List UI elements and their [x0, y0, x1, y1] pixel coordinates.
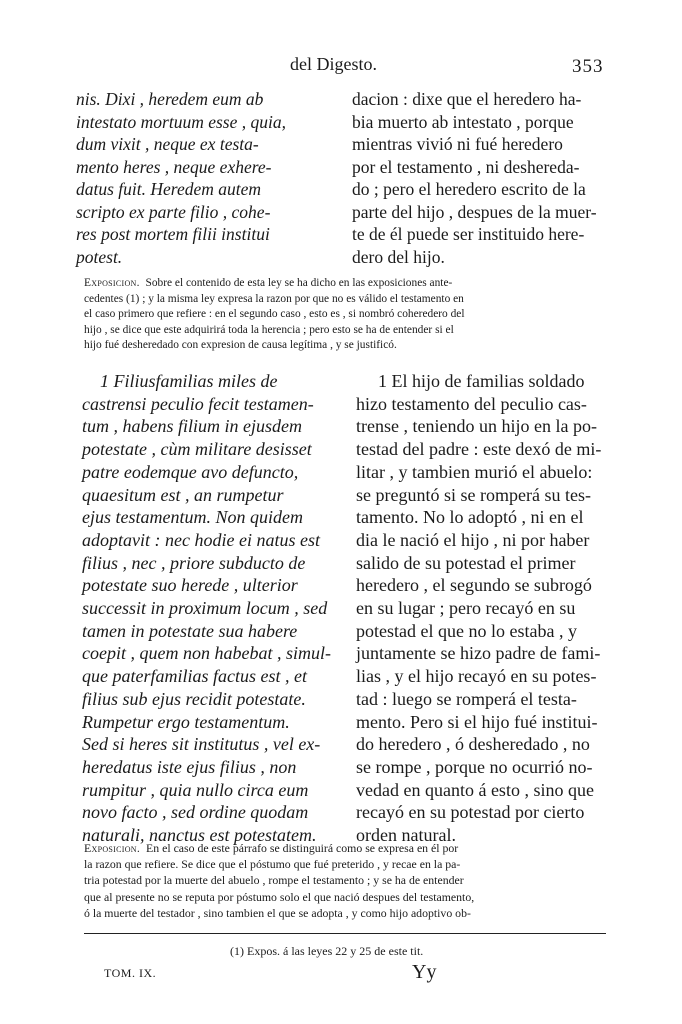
- spanish-line: bia muerto ab intestato , porque: [352, 111, 574, 132]
- tome-label: TOM. IX.: [104, 966, 157, 980]
- latin-line: filius , nec , priore subducto de: [82, 552, 306, 573]
- spanish-line: salido de su potestad el primer: [356, 552, 576, 573]
- latin-line: rumpitur , quia nullo circa eum: [82, 779, 309, 800]
- spanish-line: do ; pero el heredero escrito de la: [352, 179, 586, 199]
- latin-line: scripto ex parte filio , cohe-: [76, 201, 271, 222]
- latin-line: ejus testamentum. Non quidem: [82, 507, 303, 528]
- exposition-line: hijo fué desheredado con expresion de causa legítima , y se justificó.: [84, 339, 397, 352]
- exposition-line: que al presente no se reputa por póstumo solo el que nació despues del testamento,: [84, 889, 475, 904]
- spanish-line: por el testamento , ni deshereda-: [352, 156, 580, 177]
- latin-line: naturali, nanctus est potestatem.: [82, 825, 317, 846]
- latin-line: adoptavit : nec hodie ei natus est: [82, 529, 320, 550]
- latin-line: tamen in potestate sua habere: [82, 620, 298, 641]
- spanish-line: juntamente se hizo padre de fami-: [356, 643, 601, 664]
- spanish-line: te de él puede ser instituido here-: [352, 224, 585, 244]
- latin-line: potestate , cùm militare desisset: [82, 439, 312, 460]
- exposition-line: [84, 840, 624, 856]
- exposition-label: Exposicion.: [84, 277, 140, 289]
- latin-line: intestato mortuum esse , quia,: [76, 111, 286, 132]
- spanish-line: se preguntó si se romperá su tes-: [356, 484, 591, 505]
- latin-line: tum , habens filium in ejusdem: [82, 416, 302, 437]
- running-head: del Digesto.: [290, 54, 377, 74]
- latin-line: potestate suo herede , ulterior: [82, 575, 298, 596]
- spanish-line: en su lugar ; pero recayó en su: [356, 598, 576, 619]
- exposition-1: [84, 276, 624, 354]
- exposition-label: Exposicion.: [84, 841, 141, 855]
- latin-line: que paterfamilias factus est , et: [82, 666, 307, 687]
- latin-line: filius sub ejus recidit potestate.: [82, 688, 306, 709]
- footnote-rule: [84, 933, 606, 934]
- latin-line: quaesitum est , an rumpetur: [82, 484, 284, 505]
- spanish-line: vedad en quanto á esto , sino que: [356, 779, 594, 800]
- spanish-line: trense , teniendo un hijo en la po-: [356, 416, 597, 437]
- spanish-line: se rompe , porque no ocurrió no-: [356, 756, 593, 777]
- spanish-line: mento. Pero si el hijo fué institui-: [356, 711, 598, 732]
- exposition-line: tria potestad por la muerte del abuelo , rompe el testamento ; y se ha de entender: [84, 873, 464, 888]
- spanish-column-1: [352, 88, 618, 268]
- spanish-column-2: [356, 370, 618, 847]
- exposition-text: Sobre el contenido de esta ley se ha dicho en las exposiciones ante-: [145, 277, 453, 289]
- latin-line: potest.: [76, 246, 123, 267]
- exposition-line: el caso primero que refiere : en el segundo caso , esto es , si nombró coheredero del: [84, 308, 465, 321]
- signature-mark: Yy: [412, 961, 437, 983]
- latin-column-2: [82, 370, 340, 847]
- spanish-line: dia le nació el hijo , ni por haber: [356, 529, 590, 550]
- spanish-line: mientras vivió ni fué heredero: [352, 134, 563, 154]
- spanish-line: orden natural.: [356, 825, 456, 846]
- latin-line: Sed si heres sit institutus , vel ex-: [82, 734, 321, 755]
- spanish-line: testad del padre : este dexó de mi-: [356, 439, 602, 460]
- latin-line: nis. Dixi , heredem eum ab: [76, 89, 264, 109]
- latin-line: heredatus iste ejus filius , non: [82, 756, 297, 777]
- latin-line: coepit , quem non habebat , simul-: [82, 643, 331, 664]
- spanish-line: dero del hijo.: [352, 246, 445, 267]
- spanish-line: dacion : dixe que el heredero ha-: [352, 89, 582, 109]
- spanish-line: hizo testamento del peculio cas-: [356, 393, 587, 414]
- exposition-line: [84, 276, 624, 292]
- spanish-line: tad : luego se romperá el testa-: [356, 688, 577, 709]
- latin-line: successit in proximum locum , sed: [82, 598, 328, 619]
- latin-line: patre eodemque avo defuncto,: [82, 461, 299, 482]
- spanish-line: recayó en su potestad por cierto: [356, 802, 585, 823]
- spanish-line: litar , y tambien murió el abuelo:: [356, 461, 593, 482]
- latin-line: dum vixit , neque ex testa-: [76, 134, 259, 154]
- exposition-2: [84, 840, 624, 921]
- latin-line: Rumpetur ergo testamentum.: [82, 711, 290, 732]
- spanish-line: potestad el que no lo estaba , y: [356, 620, 577, 641]
- spanish-line: do heredero , ó desheredado , no: [356, 734, 590, 755]
- exposition-line: cedentes (1) ; y la misma ley expresa la razon por que no es válido el testamento en: [84, 292, 464, 305]
- latin-line: 1 Filiusfamilias miles de: [100, 371, 278, 391]
- latin-line: res post mortem filii institui: [76, 224, 270, 244]
- exposition-text: En el caso de este párrafo se distinguirá como se expresa en él por: [146, 841, 459, 855]
- spanish-line: lias , y el hijo recayó en su potes-: [356, 666, 597, 687]
- spanish-line: heredero , el segundo se subrogó: [356, 575, 592, 596]
- footnote: (1) Expos. á las leyes 22 y 25 de este tit.: [230, 944, 424, 958]
- latin-column-1: [76, 88, 338, 268]
- latin-line: castrensi peculio fecit testamen-: [82, 393, 314, 414]
- exposition-line: la razon que refiere. Se dice que el póstumo que fué preterido , y recae en la pa-: [84, 857, 461, 872]
- spanish-line: 1 El hijo de familias soldado: [378, 371, 585, 391]
- spanish-line: parte del hijo , despues de la muer-: [352, 201, 597, 222]
- spanish-line: tamento. No lo adoptó , ni en el: [356, 507, 584, 528]
- latin-line: datus fuit. Heredem autem: [76, 179, 262, 199]
- page-number: 353: [572, 56, 604, 77]
- latin-line: novo facto , sed ordine quodam: [82, 802, 309, 823]
- latin-line: mento heres , neque exhere-: [76, 156, 272, 177]
- exposition-line: ó la muerte del testador , sino tambien el que se adopta , y como hijo adoptivo ob-: [84, 905, 471, 920]
- exposition-line: hijo , se dice que este adquirirá toda la herencia ; pero esto se ha de entender si el: [84, 323, 454, 336]
